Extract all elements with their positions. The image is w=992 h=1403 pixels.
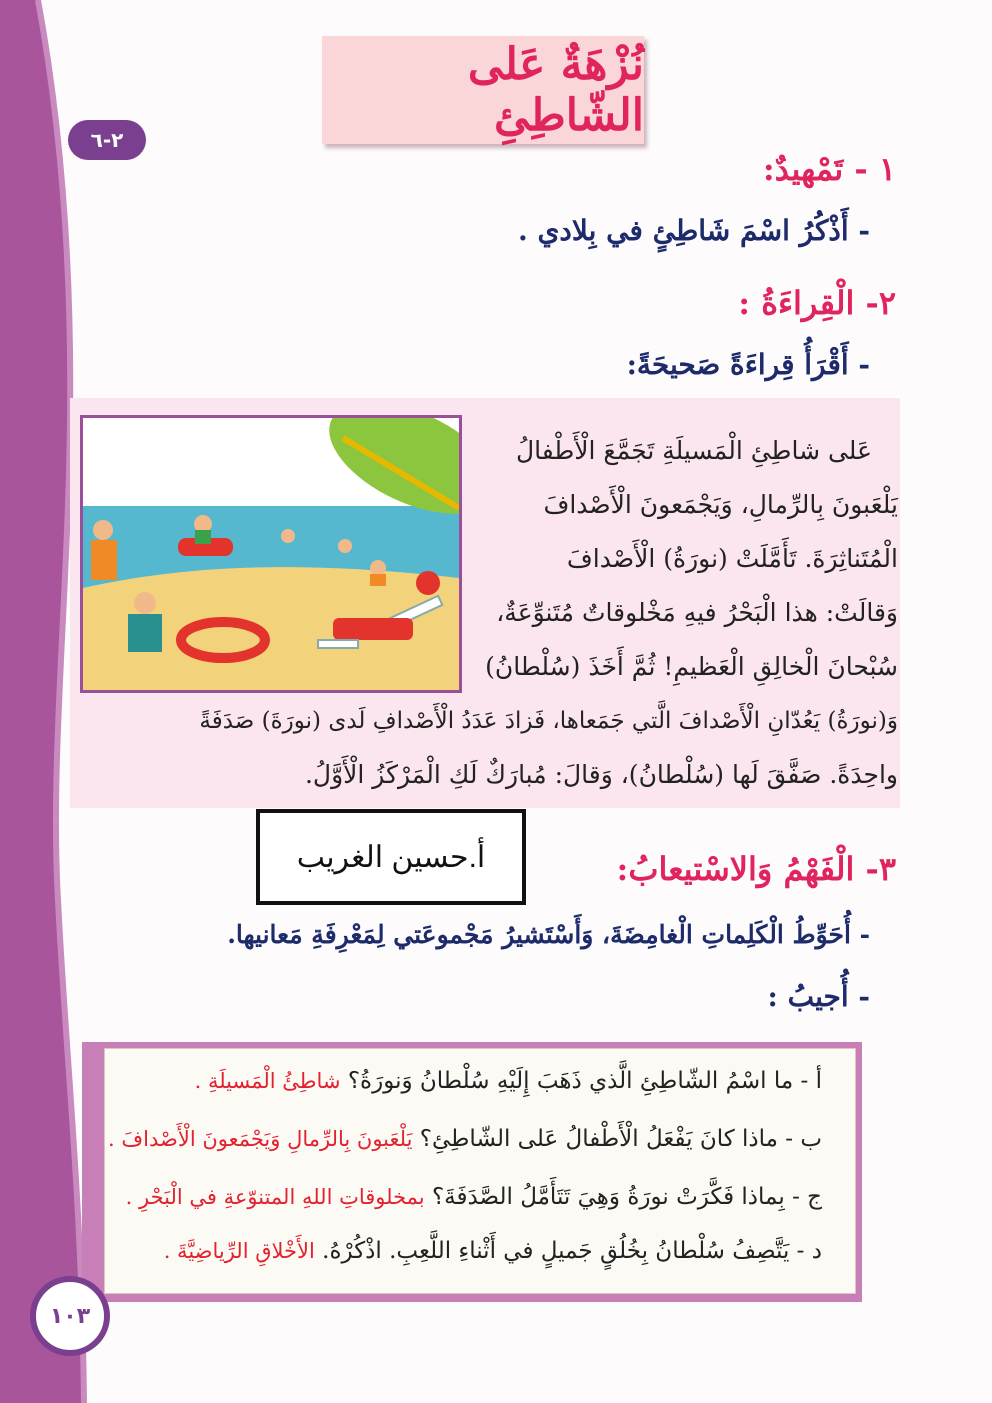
passage-line-3: الْمُتَناثِرَةَ. تَأَمَّلَتْ (نورَةُ) الْأَصْدافَ [566, 544, 898, 573]
section3-instruction-1: - أُحَوِّطُ الْكَلِماتِ الْغامِضَةَ، وَأَسْتَشيرُ مَجْموعَتي لِمَعْرِفَةِ مَعانيها. [227, 920, 870, 949]
passage-line-6: وَ(نورَةُ) يَعُدّانِ الْأَصْدافَ الَّتي جَمَعاها، فَزادَ عَدَدُ الْأَصْدافِ لَدى (نورَةَ) صَدَفَةً [199, 708, 898, 734]
beach-scene-image [83, 418, 459, 690]
question-c [126, 1184, 822, 1210]
answer-b: يَلْعَبونَ بِالرِّمالِ وَيَجْمَعونَ الْأَصْدافَ . [108, 1127, 413, 1151]
question-d [164, 1238, 822, 1264]
passage-line-2: يَلْعَبونَ بِالرِّمالِ، وَيَجْمَعونَ الْأَصْدافَ [543, 490, 898, 519]
passage-line-5: سُبْحانَ الْخالِقِ الْعَظيمِ! ثُمَّ أَخَذَ (سُلْطانُ) [485, 652, 898, 681]
answer-c: بمخلوقاتِ اللهِ المتنوّعةِ في الْبَحْرِ . [125, 1185, 425, 1209]
passage-line-1: عَلى شاطِئِ الْمَسيلَةِ تَجَمَّعَ الْأَطْفالُ [515, 436, 872, 465]
question-c-text: ج - بِماذا فَكَّرَتْ نورَةُ وَهِيَ تَتَأَمَّلُ الصَّدَفَةَ؟ [431, 1184, 822, 1210]
question-b-text: ب - ماذا كانَ يَفْعَلُ الْأَطْفالُ عَلى الشّاطِئِ؟ [419, 1126, 822, 1152]
lesson-title: نُزْهَةٌ عَلى الشّاطِئِ [467, 39, 644, 141]
question-a-text: أ - ما اسْمُ الشّاطِئِ الَّذي ذَهَبَ إِلَيْهِ سُلْطانُ وَنورَةُ؟ [347, 1068, 822, 1094]
unit-badge: ٢-٦ [68, 120, 146, 160]
answer-d: الأَخْلاقِ الرِّياضِيَّةَ . [163, 1239, 315, 1263]
section2-instruction: - أَقْرَأُ قِراءَةً صَحيحَةً: [626, 348, 870, 381]
question-d-text: د - يَتَّصِفُ سُلْطانُ بِخُلُقٍ جَميلٍ في أَثْناءِ اللَّعِبِ. اذْكُرْهُ. [322, 1238, 822, 1264]
passage-line-7: واحِدَةً. صَفَّقَ لَها (سُلْطانُ)، وَقالَ: مُبارَكٌ لَكِ الْمَرْكَزُ الْأَوَّلُ. [304, 760, 898, 789]
section1-instruction: - أَذْكُرُ اسْمَ شَاطِئٍ في بِلادي . [518, 214, 870, 247]
section3-instruction-2: - أُجيبُ : [767, 980, 870, 1013]
author-signature-box: أ.حسين الغريب [256, 809, 526, 905]
page-number: ١٠٣ [30, 1276, 110, 1356]
section2-heading: ٢- الْقِراءَةُ : [738, 284, 896, 322]
question-b [108, 1126, 822, 1152]
passage-line-4: وَقالَتْ: هذا الْبَحْرُ فيهِ مَخْلوقاتٌ مُتَنوِّعَةٌ، [496, 598, 898, 627]
section1-heading: ١ - تَمْهيدٌ: [762, 150, 896, 188]
beach-illustration [80, 415, 462, 693]
question-a [195, 1068, 822, 1094]
answer-a: شاطِئُ الْمَسيلَةِ . [194, 1069, 341, 1093]
lesson-title-box [322, 36, 644, 144]
section3-heading: ٣- الْفَهْمُ وَالاسْتيعابُ: [616, 850, 896, 888]
